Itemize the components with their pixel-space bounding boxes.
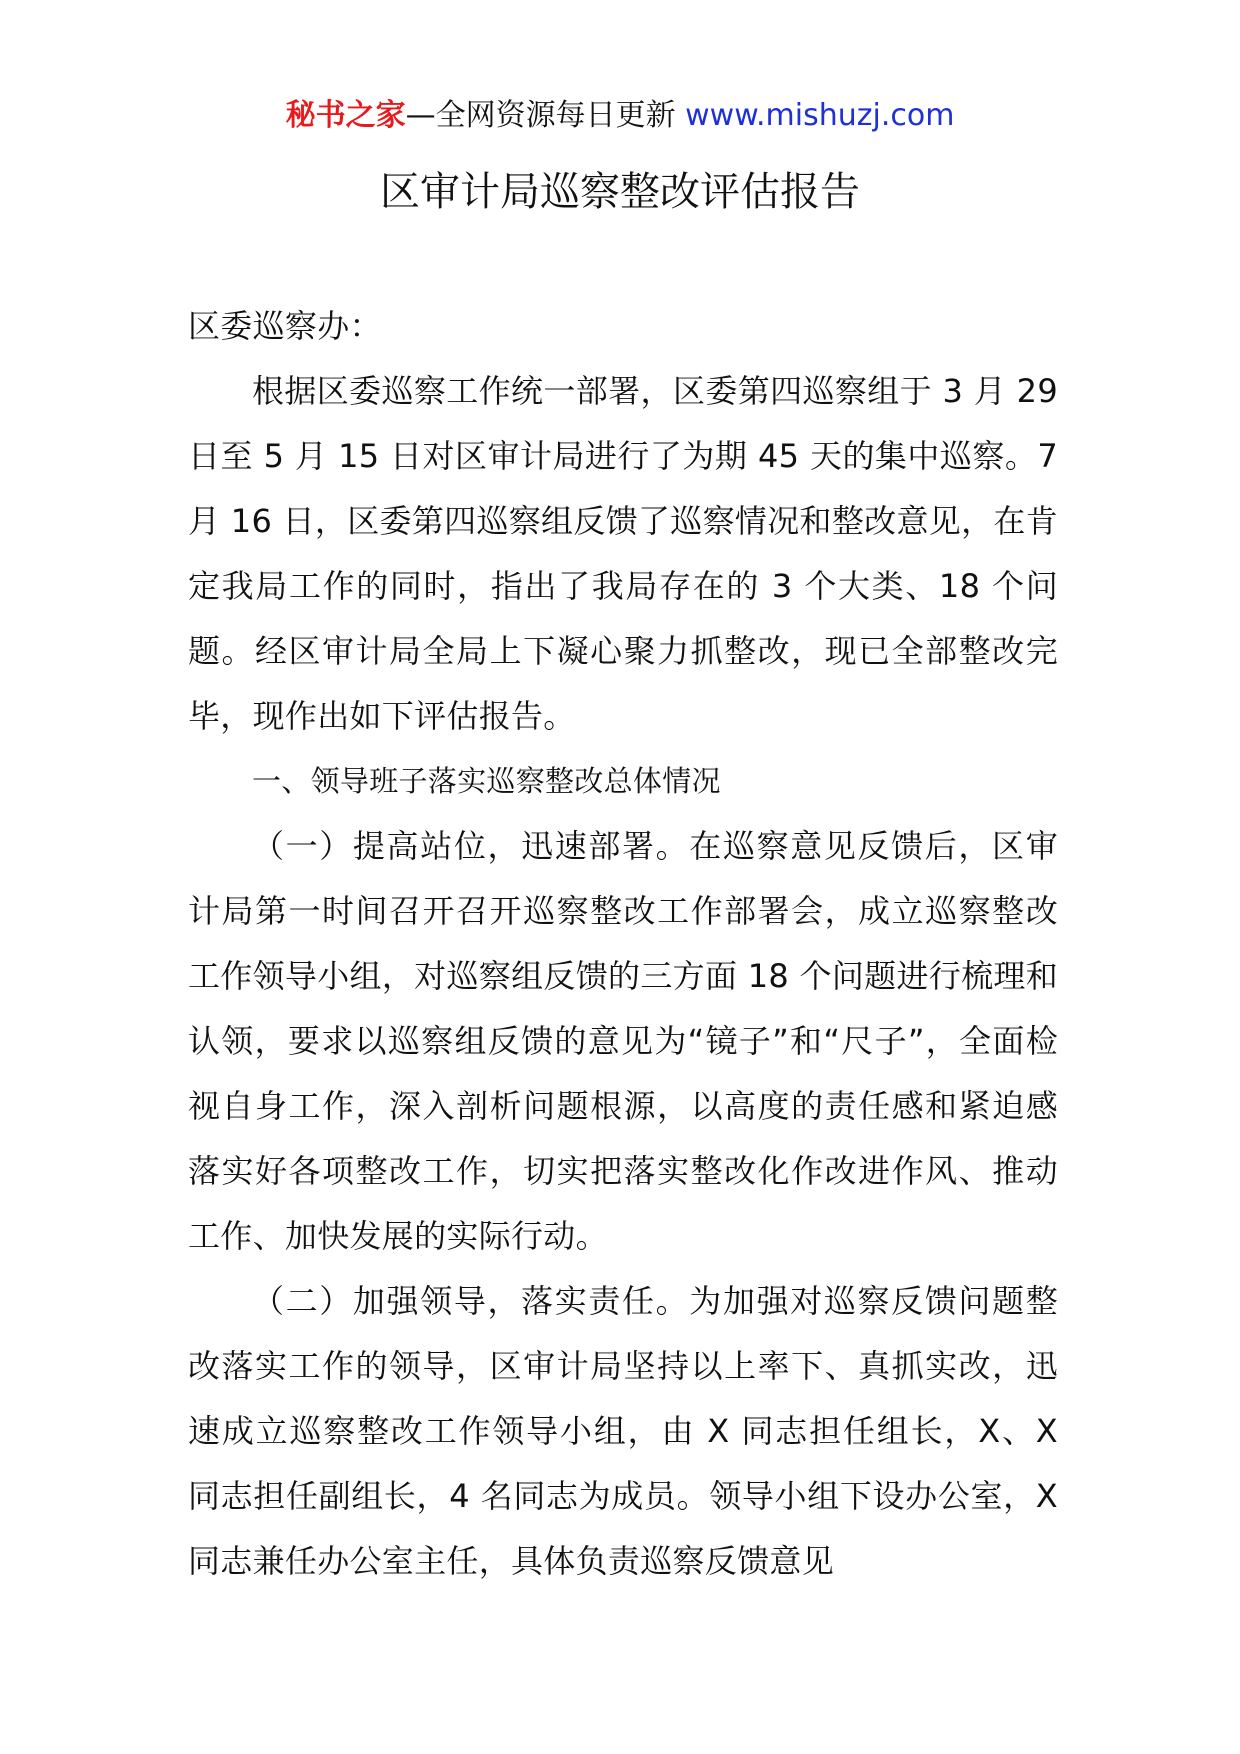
subsection-2-paragraph: （二）加强领导，落实责任。为加强对巡察反馈问题整改落实工作的领导，区审计局坚持以上率下、真抓实改，迅速成立巡察整改工作领导小组，由 X 同志担任组长，X、X 同志担任副组长，4 名同志为成员。领导小组下设办公室，X 同志兼任办公室主任，具体负责巡察反馈意见 [188, 1282, 1058, 1580]
watermark-header [0, 96, 1240, 136]
document-body [188, 294, 1058, 1594]
intro-paragraph: 根据区委巡察工作统一部署，区委第四巡察组于 3 月 29 日至 5 月 15 日对区审计局进行了为期 45 天的集中巡察。7 月 16 日，区委第四巡察组反馈了巡察情况和整改意见，在肯定我局工作的同时，指出了我局存在的 3 个大类、18 个问题。经区审计局全局上下凝心聚力抓整改，现已全部整改完毕，现作出如下评估报告。 [188, 372, 1058, 735]
subsection-1-paragraph: （一）提高站位，迅速部署。在巡察意见反馈后，区审计局第一时间召开召开巡察整改工作部署会，成立巡察整改工作领导小组，对巡察组反馈的三方面 18 个问题进行梳理和认领，要求以巡察组反馈的意见为“镜子”和“尺子”，全面检视自身工作，深入剖析问题根源，以高度的责任感和紧迫感落实好各项整改工作，切实把落实整改化作改进作风、推动工作、加快发展的实际行动。 [188, 827, 1058, 1255]
section-heading: 一、领导班子落实巡察整改总体情况 [252, 764, 721, 798]
document-title: 区审计局巡察整改评估报告 [380, 169, 860, 215]
salutation: 区委巡察办： [188, 307, 382, 345]
website-url[interactable]: www.mishuzj.com [685, 98, 955, 133]
brand-name: 秘书之家 [285, 98, 406, 133]
header-tagline: —全网资源每日更新 [405, 98, 676, 133]
